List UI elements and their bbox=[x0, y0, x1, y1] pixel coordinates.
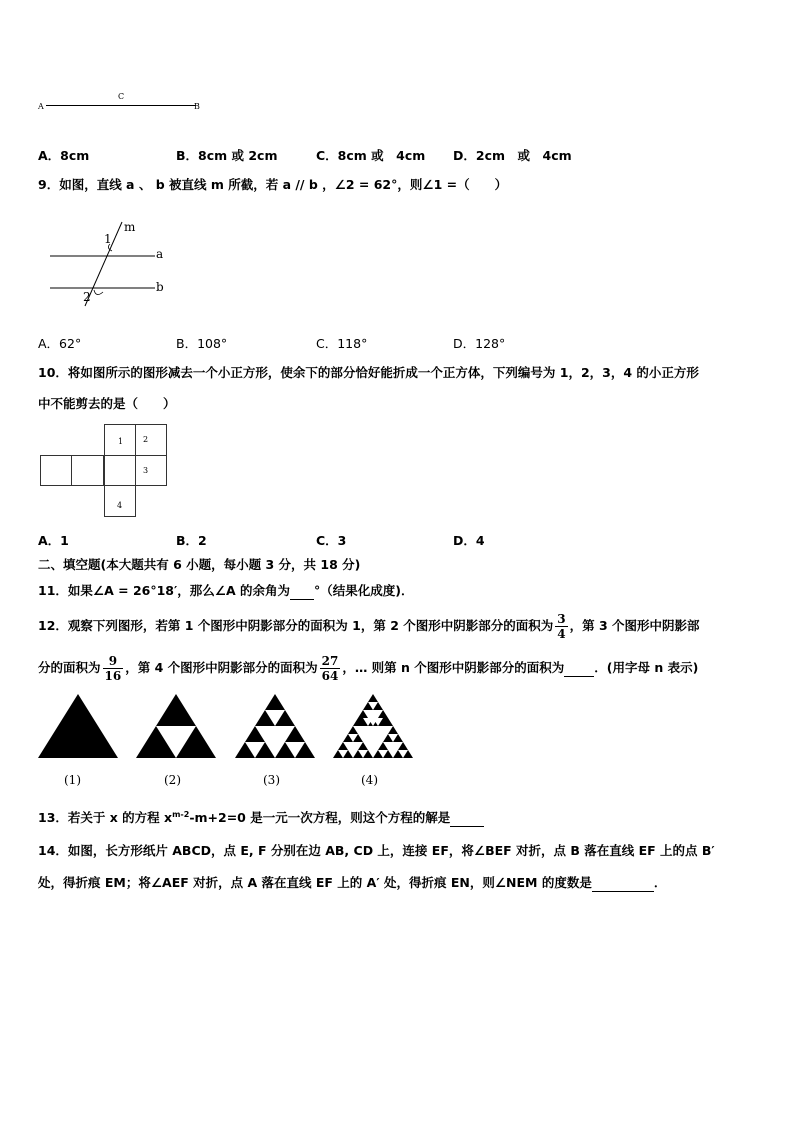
q12-tail2: ．(用字母 n 表示) bbox=[594, 660, 699, 675]
q9-option-d[interactable]: D．128° bbox=[453, 336, 506, 351]
q12-fraction-3 bbox=[320, 654, 341, 683]
q12-fraction-2-num: 9 bbox=[103, 654, 124, 669]
q11-text bbox=[38, 583, 414, 600]
sierpinski-figures bbox=[34, 690, 426, 792]
q9-text: 9．如图，直线 a 、 b 被直线 m 所截，若 a // b ，∠2 = 62°，则∠1 =（ ） bbox=[38, 177, 508, 192]
point-b-label: B bbox=[194, 102, 200, 111]
caption-3: (3) bbox=[263, 773, 280, 787]
q10-option-c[interactable]: C．3 bbox=[316, 533, 347, 548]
caption-2: (2) bbox=[164, 773, 181, 787]
q8-option-b[interactable]: B．8cm 或 2cm bbox=[176, 148, 278, 163]
net-square-4-label: 4 bbox=[117, 501, 123, 510]
q12-post1: ，第 3 个图形中阴影部 bbox=[569, 618, 700, 633]
q10-option-a[interactable]: A．1 bbox=[38, 533, 69, 548]
caption-4: (4) bbox=[361, 773, 378, 787]
q13-blank[interactable] bbox=[450, 810, 484, 827]
net-square-center-top[interactable] bbox=[104, 424, 136, 456]
q13-text bbox=[38, 807, 484, 827]
net-square-left-2 bbox=[71, 455, 104, 486]
q14-tail: ． bbox=[653, 875, 667, 890]
q14-blank[interactable] bbox=[592, 875, 654, 892]
q14-line2-text: 处，得折痕 EM；将∠AEF 对折，点 A 落在直线 EF 上的 A′ 处，得折痕 EN，则∠NEM 的度数是 bbox=[38, 875, 592, 890]
q13-pre: 13．若关于 x 的方程 x bbox=[38, 810, 173, 826]
q13-post: -m+2=0 是一元一次方程，则这个方程的解是 bbox=[189, 810, 451, 826]
q12-fraction-1-den: 4 bbox=[557, 626, 566, 641]
triangle-2 bbox=[136, 694, 216, 758]
angle-2-label: 2 bbox=[83, 290, 91, 304]
q12-line2 bbox=[38, 648, 698, 688]
net-square-4[interactable] bbox=[104, 485, 136, 517]
triangle-3 bbox=[235, 694, 315, 758]
q10-option-b[interactable]: B．2 bbox=[176, 533, 207, 548]
q10-line1: 10．将如图所示的图形减去一个小正方形，使余下的部分恰好能折成一个正方体，下列编号为 1，2，3，4 的小正方形 bbox=[38, 365, 699, 380]
net-square-2-label: 2 bbox=[143, 435, 149, 444]
caption-1: (1) bbox=[64, 773, 81, 787]
q12-fraction-3-den: 64 bbox=[321, 668, 339, 683]
q13-exponent: m-2 bbox=[172, 810, 190, 819]
line-m-label: m bbox=[124, 220, 136, 234]
line-b-label: b bbox=[156, 280, 164, 294]
net-square-3-label: 3 bbox=[143, 466, 149, 475]
net-square-1-label: 1 bbox=[118, 437, 124, 446]
q12-line1 bbox=[38, 606, 700, 646]
point-c-label: C bbox=[118, 92, 125, 101]
segment-line bbox=[46, 105, 196, 106]
q14-line2 bbox=[38, 875, 666, 892]
q14-line1: 14．如图，长方形纸片 ABCD，点 E, F 分别在边 AB, CD 上，连接 EF，将∠BEF 对折，点 B 落在直线 EF 上的点 B′ bbox=[38, 843, 715, 858]
triangle-4 bbox=[333, 694, 413, 758]
q11-post: °（结果化成度)． bbox=[314, 583, 414, 598]
q12-fraction-1-num: 3 bbox=[557, 611, 566, 626]
net-square-3[interactable] bbox=[135, 455, 167, 486]
q11-pre: 11．如果∠A = 26°18′，那么∠A 的余角为 bbox=[38, 583, 291, 598]
angle-1-label: 1 bbox=[104, 232, 112, 246]
net-square-2[interactable] bbox=[135, 424, 167, 456]
q11-blank[interactable] bbox=[290, 583, 314, 600]
triangle-1 bbox=[38, 694, 118, 758]
q12-fraction-1 bbox=[555, 612, 567, 641]
q12-blank[interactable] bbox=[564, 660, 594, 677]
section-2-heading: 二、填空题(本大题共有 6 小题，每小题 3 分，共 18 分) bbox=[38, 557, 361, 572]
cube-net-figure bbox=[40, 424, 168, 518]
point-a-label: A bbox=[38, 102, 44, 111]
q10-option-d[interactable]: D．4 bbox=[453, 533, 485, 548]
q9-option-b[interactable]: B．108° bbox=[176, 336, 228, 351]
angle-2-arc bbox=[94, 290, 103, 295]
q12-post2: ，… 则第 n 个图形中阴影部分的面积为 bbox=[342, 660, 565, 675]
q12-pre1: 12．观察下列图形，若第 1 个图形中阴影部分的面积为 1，第 2 个图形中阴影部分的面积为 bbox=[38, 618, 554, 633]
q12-fraction-2 bbox=[103, 654, 124, 683]
q10-line2: 中不能剪去的是（ ） bbox=[38, 396, 176, 411]
q8-option-c[interactable]: C．8cm 或 4cm bbox=[316, 148, 426, 163]
q8-option-a[interactable]: A．8cm bbox=[38, 148, 90, 163]
net-square-center-mid bbox=[104, 455, 136, 486]
net-square-left-1 bbox=[40, 455, 72, 486]
q12-fraction-2-den: 16 bbox=[104, 668, 122, 683]
q8-option-d[interactable]: D．2cm 或 4cm bbox=[453, 148, 572, 163]
q12-fraction-3-num: 27 bbox=[321, 653, 339, 668]
q12-pre2: 分的面积为 bbox=[38, 660, 101, 675]
q9-option-c[interactable]: C．118° bbox=[316, 336, 368, 351]
line-a-label: a bbox=[156, 247, 164, 261]
parallel-lines-figure bbox=[40, 218, 180, 308]
q12-mid2: ，第 4 个图形中阴影部分的面积为 bbox=[125, 660, 318, 675]
segment-figure bbox=[38, 90, 208, 120]
q9-option-a[interactable]: A．62° bbox=[38, 336, 82, 351]
